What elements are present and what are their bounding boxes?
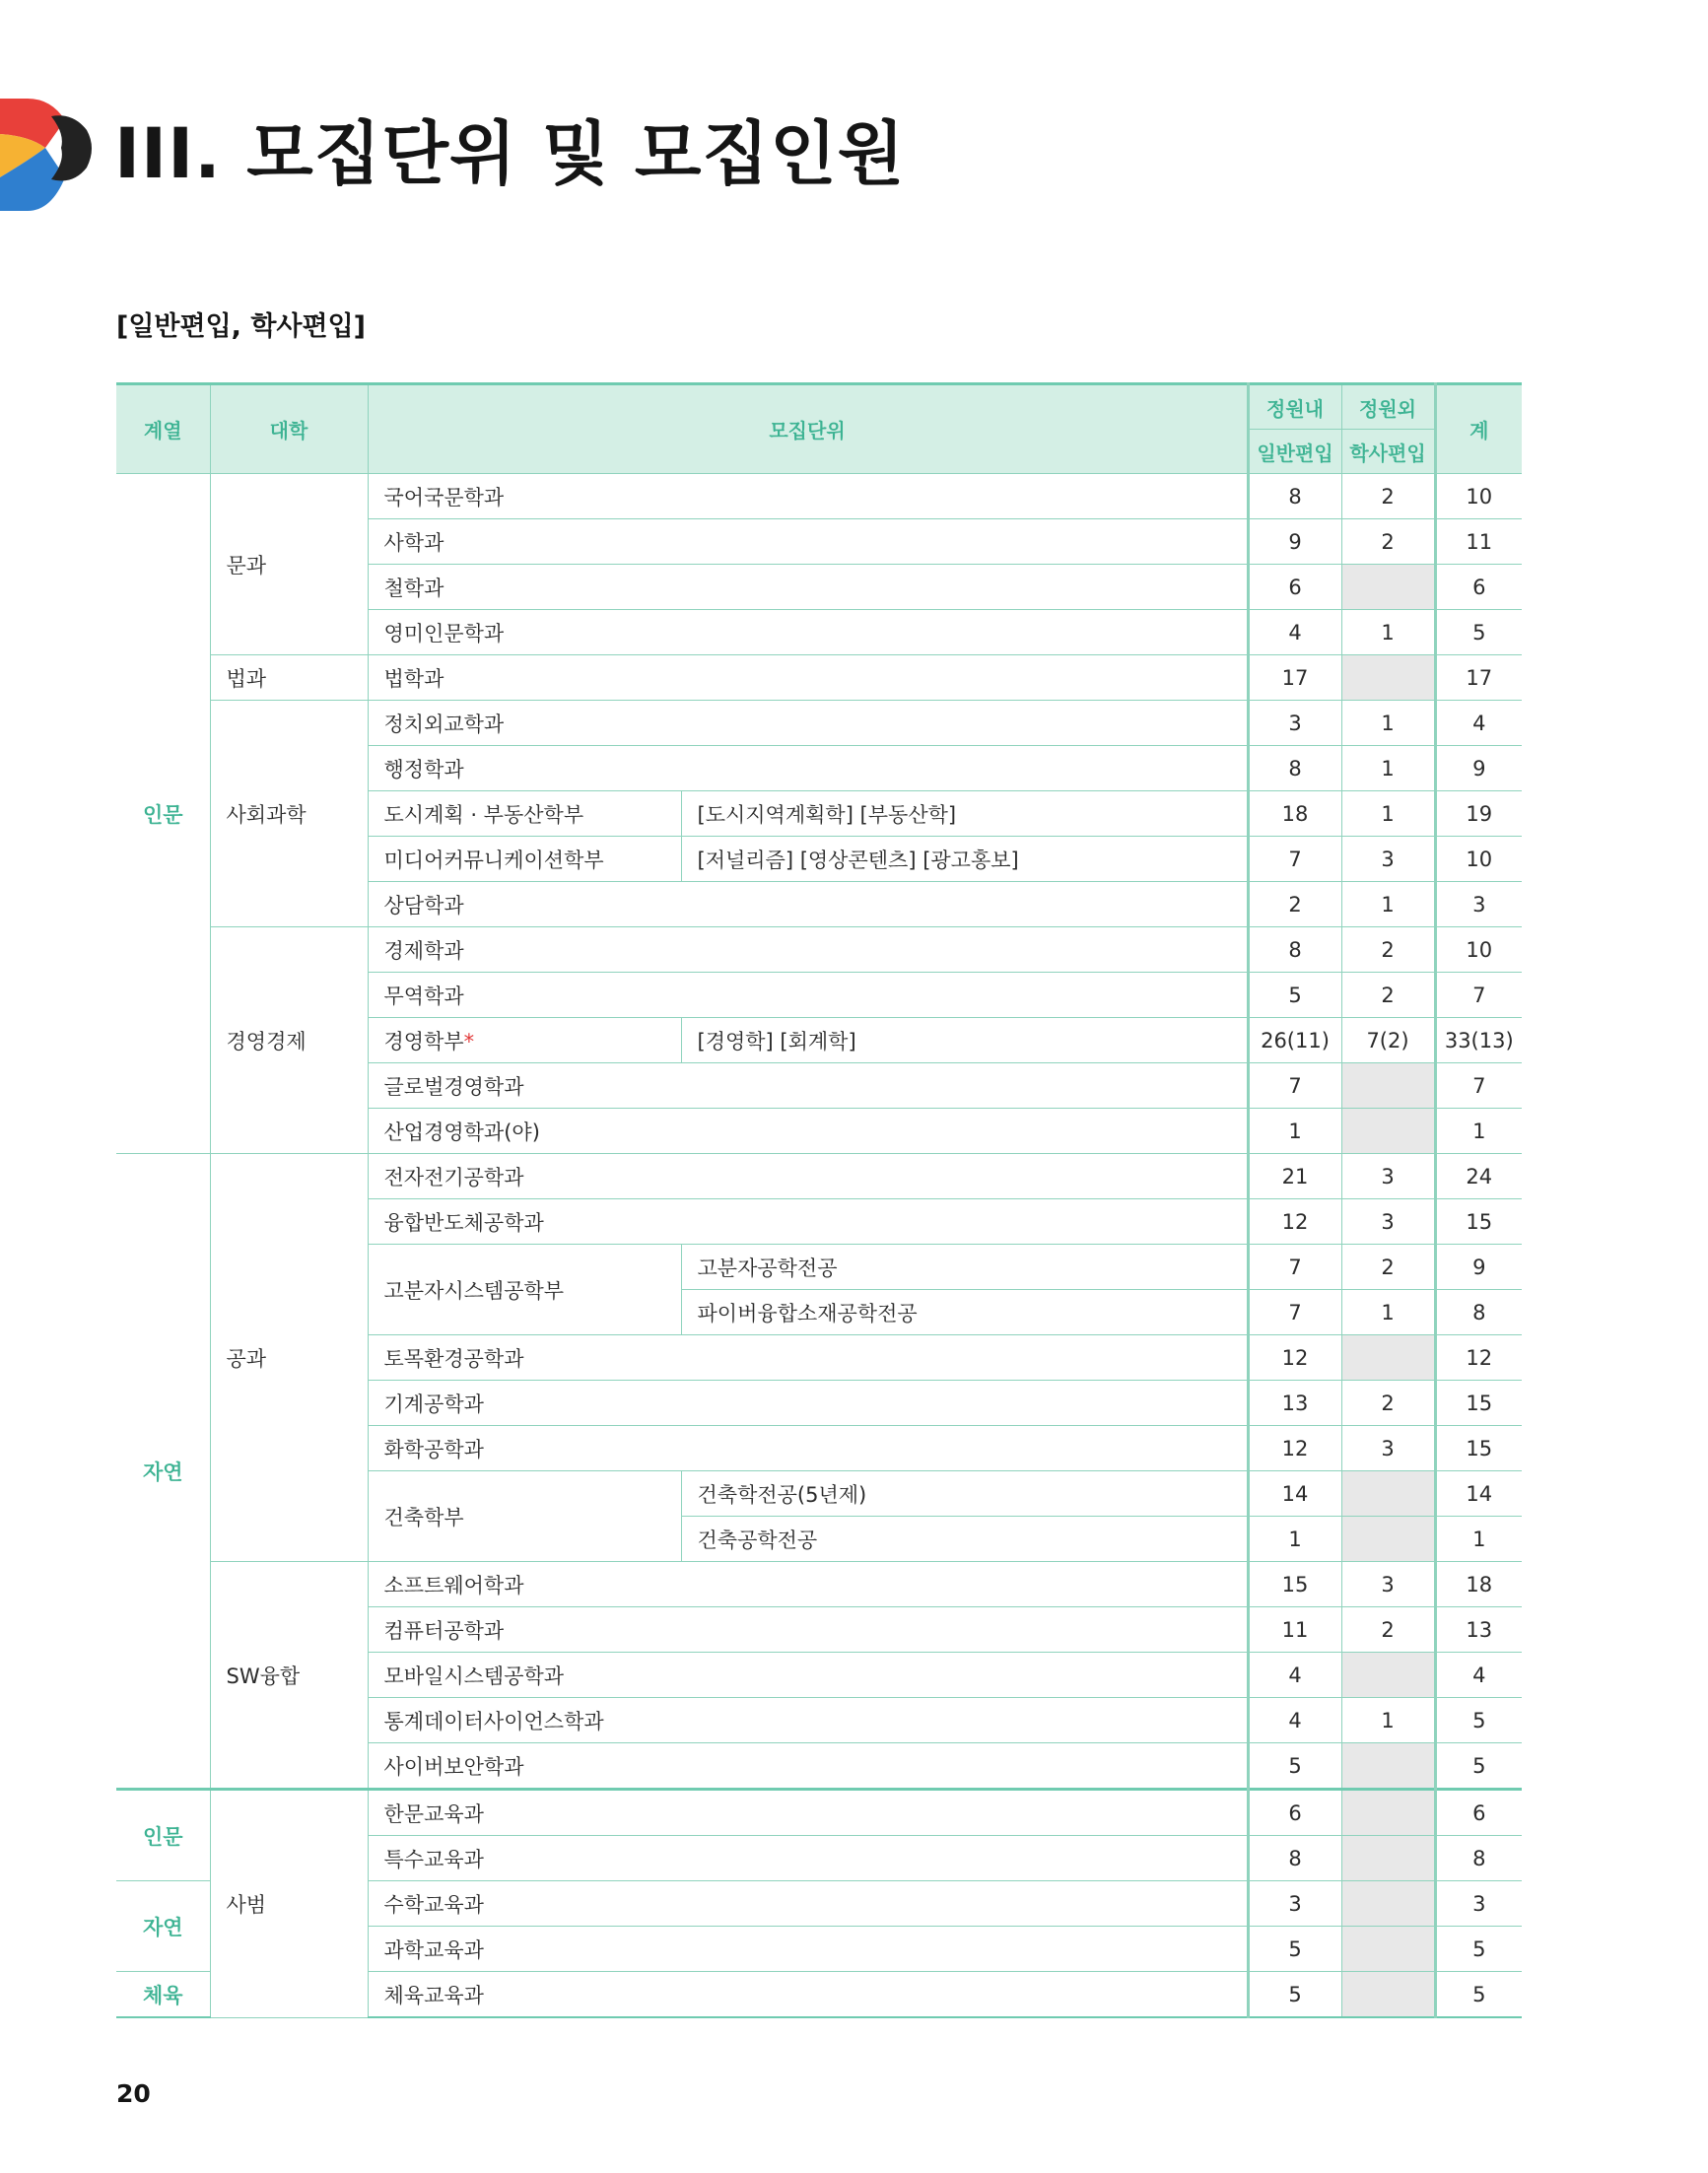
- general-count: 2: [1248, 882, 1341, 927]
- bachelor-count: 1: [1341, 882, 1435, 927]
- bachelor-count: 3: [1341, 1199, 1435, 1245]
- general-count: 6: [1248, 565, 1341, 610]
- bachelor-count: 1: [1341, 791, 1435, 837]
- unit-name: 무역학과: [368, 973, 1248, 1018]
- unit-subdivision: 건축공학전공: [681, 1517, 1248, 1562]
- unit-name: 행정학과: [368, 746, 1248, 791]
- general-count: 15: [1248, 1562, 1341, 1607]
- bachelor-count: [1341, 1836, 1435, 1881]
- college-label: 사범: [210, 1790, 368, 2018]
- unit-name: 수학교육과: [368, 1881, 1248, 1927]
- table-row: [116, 927, 1522, 973]
- unit-name: 건축학부: [368, 1471, 681, 1562]
- bachelor-count: [1341, 1790, 1435, 1836]
- unit-name: 기계공학과: [368, 1381, 1248, 1426]
- total-count: 6: [1435, 1790, 1522, 1836]
- bachelor-count: [1341, 1927, 1435, 1972]
- general-count: 18: [1248, 791, 1341, 837]
- unit-name: 철학과: [368, 565, 1248, 610]
- bachelor-count: 3: [1341, 1426, 1435, 1471]
- general-count: 8: [1248, 474, 1341, 519]
- bachelor-count: 2: [1341, 927, 1435, 973]
- general-count: 8: [1248, 1836, 1341, 1881]
- bachelor-count: [1341, 1471, 1435, 1517]
- general-count: 4: [1248, 610, 1341, 655]
- asterisk-mark: *: [463, 1029, 475, 1053]
- general-count: 9: [1248, 519, 1341, 565]
- college-label: 문과: [210, 474, 368, 655]
- unit-name: 한문교육과: [368, 1790, 1248, 1836]
- bachelor-count: 2: [1341, 973, 1435, 1018]
- total-count: 10: [1435, 837, 1522, 882]
- total-count: 14: [1435, 1471, 1522, 1517]
- unit-name: 영미인문학과: [368, 610, 1248, 655]
- general-count: 5: [1248, 1927, 1341, 1972]
- bachelor-count: 2: [1341, 1245, 1435, 1290]
- unit-name: 사학과: [368, 519, 1248, 565]
- header-bachelor: 학사편입: [1341, 430, 1435, 474]
- unit-name: 소프트웨어학과: [368, 1562, 1248, 1607]
- total-count: 19: [1435, 791, 1522, 837]
- bachelor-count: 1: [1341, 610, 1435, 655]
- total-count: 5: [1435, 1972, 1522, 2018]
- table-row: [116, 701, 1522, 746]
- total-count: 15: [1435, 1426, 1522, 1471]
- general-count: 12: [1248, 1335, 1341, 1381]
- header-gye: 계열: [116, 384, 210, 474]
- unit-name: 토목환경공학과: [368, 1335, 1248, 1381]
- logo-icon: [0, 91, 99, 219]
- total-count: 24: [1435, 1154, 1522, 1199]
- general-count: 13: [1248, 1381, 1341, 1426]
- bachelor-count: 2: [1341, 1381, 1435, 1426]
- table-row: [116, 1790, 1522, 1836]
- bachelor-count: [1341, 1743, 1435, 1790]
- general-count: 7: [1248, 837, 1341, 882]
- unit-name: 국어국문학과: [368, 474, 1248, 519]
- unit-name-cell: [368, 1018, 681, 1063]
- header-college: 대학: [210, 384, 368, 474]
- recruitment-table-container: [116, 382, 1522, 2018]
- total-count: 1: [1435, 1517, 1522, 1562]
- total-count: 12: [1435, 1335, 1522, 1381]
- bachelor-count: [1341, 1063, 1435, 1109]
- general-count: 3: [1248, 1881, 1341, 1927]
- college-label: 법과: [210, 655, 368, 701]
- total-count: 10: [1435, 474, 1522, 519]
- section-title: [일반편입, 학사편입]: [116, 311, 366, 342]
- bachelor-count: 3: [1341, 837, 1435, 882]
- bachelor-count: [1341, 565, 1435, 610]
- bachelor-count: [1341, 1109, 1435, 1154]
- bachelor-count: 3: [1341, 1562, 1435, 1607]
- college-label: SW융합: [210, 1562, 368, 1790]
- total-count: 8: [1435, 1836, 1522, 1881]
- total-count: 9: [1435, 746, 1522, 791]
- general-count: 7: [1248, 1245, 1341, 1290]
- total-count: 9: [1435, 1245, 1522, 1290]
- total-count: 5: [1435, 610, 1522, 655]
- unit-name: 체육교육과: [368, 1972, 1248, 2018]
- total-count: 5: [1435, 1743, 1522, 1790]
- general-count: 4: [1248, 1698, 1341, 1743]
- total-count: 33(13): [1435, 1018, 1522, 1063]
- total-count: 10: [1435, 927, 1522, 973]
- total-count: 15: [1435, 1199, 1522, 1245]
- unit-name: 고분자시스템공학부: [368, 1245, 681, 1335]
- header-outer: 정원외: [1341, 384, 1435, 430]
- page-number: 20: [116, 2079, 151, 2108]
- bachelor-count: 1: [1341, 1290, 1435, 1335]
- unit-name: 미디어커뮤니케이션학부: [368, 837, 681, 882]
- total-count: 13: [1435, 1607, 1522, 1653]
- total-count: 15: [1435, 1381, 1522, 1426]
- bachelor-count: [1341, 1517, 1435, 1562]
- total-count: 5: [1435, 1927, 1522, 1972]
- college-label: 경영경제: [210, 927, 368, 1154]
- bachelor-count: 2: [1341, 474, 1435, 519]
- header-unit: 모집단위: [368, 384, 1248, 474]
- unit-subdivision: 건축학전공(5년제): [681, 1471, 1248, 1517]
- unit-name: 정치외교학과: [368, 701, 1248, 746]
- total-count: 4: [1435, 701, 1522, 746]
- general-count: 8: [1248, 927, 1341, 973]
- general-count: 12: [1248, 1426, 1341, 1471]
- total-count: 17: [1435, 655, 1522, 701]
- unit-subdivision: 고분자공학전공: [681, 1245, 1248, 1290]
- bachelor-count: [1341, 655, 1435, 701]
- unit-name: 경영학부: [383, 1029, 464, 1053]
- general-count: 5: [1248, 973, 1341, 1018]
- general-count: 4: [1248, 1653, 1341, 1698]
- unit-name: 과학교육과: [368, 1927, 1248, 1972]
- total-count: 6: [1435, 565, 1522, 610]
- table-row: [116, 1562, 1522, 1607]
- group-label: 체육: [116, 1972, 210, 2018]
- bachelor-count: [1341, 1881, 1435, 1927]
- bachelor-count: [1341, 1972, 1435, 2018]
- unit-name: 도시계획 · 부동산학부: [368, 791, 681, 837]
- general-count: 6: [1248, 1790, 1341, 1836]
- college-label: 사회과학: [210, 701, 368, 927]
- bachelor-count: 3: [1341, 1154, 1435, 1199]
- general-count: 8: [1248, 746, 1341, 791]
- general-count: 3: [1248, 701, 1341, 746]
- table-row: [116, 1154, 1522, 1199]
- header-total: 계: [1435, 384, 1522, 474]
- group-label: 인문: [116, 1790, 210, 1881]
- bachelor-count: 2: [1341, 519, 1435, 565]
- group-label: 자연: [116, 1881, 210, 1972]
- total-count: 3: [1435, 1881, 1522, 1927]
- total-count: 18: [1435, 1562, 1522, 1607]
- general-count: 26(11): [1248, 1018, 1341, 1063]
- header-inner: 정원내: [1248, 384, 1341, 430]
- unit-subdivision: [저널리즘] [영상콘텐츠] [광고홍보]: [681, 837, 1248, 882]
- table-row: [116, 474, 1522, 519]
- bachelor-count: [1341, 1335, 1435, 1381]
- general-count: 5: [1248, 1972, 1341, 2018]
- total-count: 7: [1435, 1063, 1522, 1109]
- general-count: 11: [1248, 1607, 1341, 1653]
- unit-name: 화학공학과: [368, 1426, 1248, 1471]
- general-count: 1: [1248, 1517, 1341, 1562]
- total-count: 8: [1435, 1290, 1522, 1335]
- unit-name: 특수교육과: [368, 1836, 1248, 1881]
- unit-name: 산업경영학과(야): [368, 1109, 1248, 1154]
- general-count: 12: [1248, 1199, 1341, 1245]
- total-count: 1: [1435, 1109, 1522, 1154]
- header-general: 일반편입: [1248, 430, 1341, 474]
- unit-name: 전자전기공학과: [368, 1154, 1248, 1199]
- general-count: 17: [1248, 655, 1341, 701]
- table-row: [116, 655, 1522, 701]
- bachelor-count: 1: [1341, 746, 1435, 791]
- header-row: [116, 384, 1522, 430]
- college-label: 공과: [210, 1154, 368, 1562]
- total-count: 11: [1435, 519, 1522, 565]
- general-count: 1: [1248, 1109, 1341, 1154]
- bachelor-count: 1: [1341, 1698, 1435, 1743]
- unit-name: 통계데이터사이언스학과: [368, 1698, 1248, 1743]
- unit-name: 모바일시스템공학과: [368, 1653, 1248, 1698]
- unit-name: 사이버보안학과: [368, 1743, 1248, 1790]
- bachelor-count: 1: [1341, 701, 1435, 746]
- unit-name: 융합반도체공학과: [368, 1199, 1248, 1245]
- page-title: III. 모집단위 및 모집인원: [114, 113, 906, 194]
- unit-name: 상담학과: [368, 882, 1248, 927]
- bachelor-count: 7(2): [1341, 1018, 1435, 1063]
- group-label: 인문: [116, 474, 210, 1154]
- unit-name: 글로벌경영학과: [368, 1063, 1248, 1109]
- general-count: 21: [1248, 1154, 1341, 1199]
- group-label: 자연: [116, 1154, 210, 1790]
- general-count: 14: [1248, 1471, 1341, 1517]
- unit-name: 컴퓨터공학과: [368, 1607, 1248, 1653]
- unit-subdivision: [도시지역계획학] [부동산학]: [681, 791, 1248, 837]
- recruitment-table: [116, 382, 1522, 2018]
- general-count: 5: [1248, 1743, 1341, 1790]
- total-count: 7: [1435, 973, 1522, 1018]
- page-header: [0, 91, 1708, 219]
- bachelor-count: [1341, 1653, 1435, 1698]
- total-count: 3: [1435, 882, 1522, 927]
- bachelor-count: 2: [1341, 1607, 1435, 1653]
- total-count: 4: [1435, 1653, 1522, 1698]
- general-count: 7: [1248, 1063, 1341, 1109]
- general-count: 7: [1248, 1290, 1341, 1335]
- unit-subdivision: 파이버융합소재공학전공: [681, 1290, 1248, 1335]
- unit-subdivision: [경영학] [회계학]: [681, 1018, 1248, 1063]
- total-count: 5: [1435, 1698, 1522, 1743]
- unit-name: 법학과: [368, 655, 1248, 701]
- unit-name: 경제학과: [368, 927, 1248, 973]
